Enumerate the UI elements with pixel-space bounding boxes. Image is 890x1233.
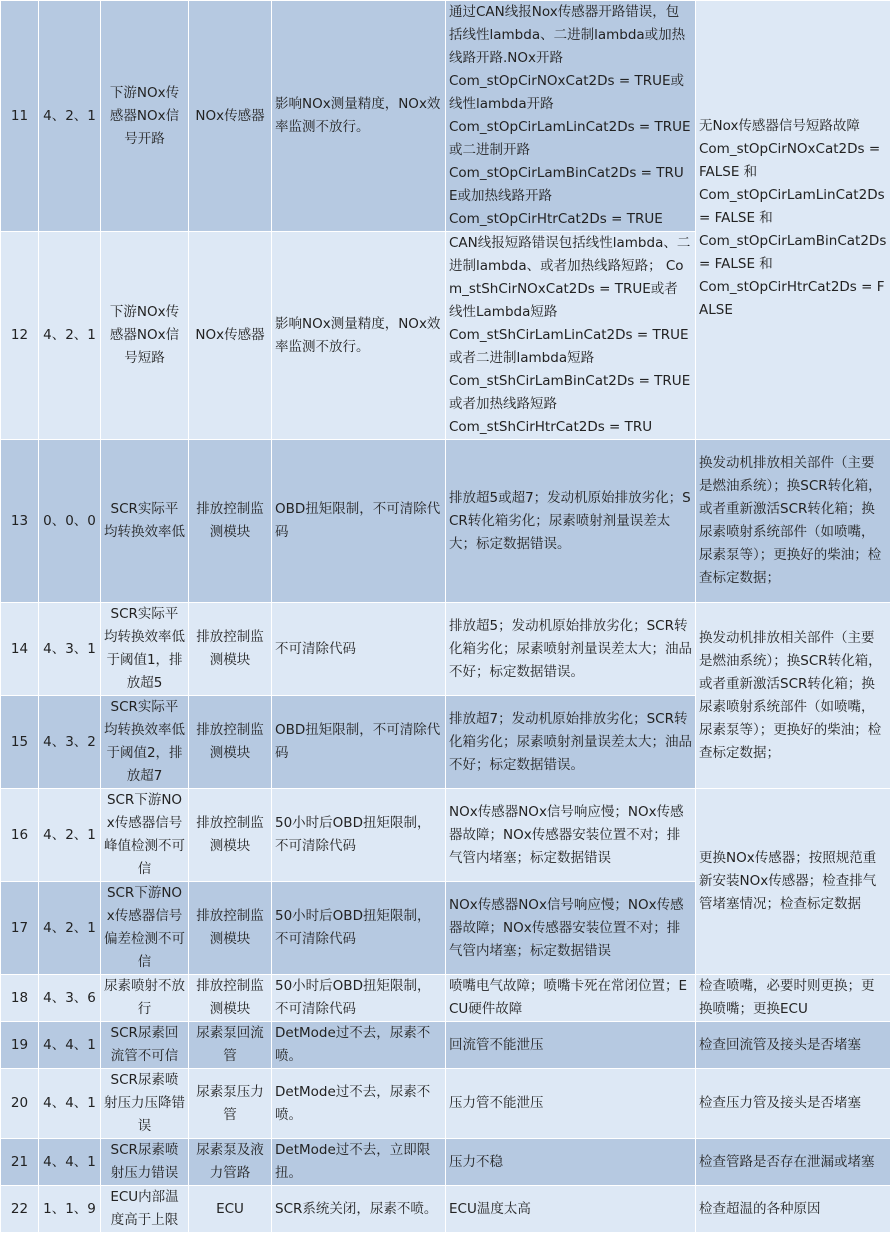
fault-number: 20: [1, 1069, 39, 1139]
fault-impact: SCR系统关闭，尿素不喷。: [272, 1186, 446, 1233]
fault-name: SCR实际平均转换效率低: [101, 440, 189, 603]
table-row: [1, 1, 890, 232]
fault-cause: [446, 1, 696, 232]
cause-line: Com_stOpCirNOxCat2Ds = TRUE或线性lambda开路: [449, 70, 692, 116]
table-row: [1, 1139, 890, 1186]
flash-code: 4、2、1: [39, 882, 101, 975]
fault-cause: 排放超5或超7；发动机原始排放劣化；SCR转化箱劣化；尿素喷射剂量误差太大；标定数据错误。: [446, 440, 696, 603]
fault-cause: [446, 232, 696, 440]
cause-line: Com_stOpCirLamLinCat2Ds = TRUE或二进制开路: [449, 116, 692, 162]
cause-line: Com_stShCirHtrCat2Ds = TRU: [449, 416, 692, 439]
fault-number: 18: [1, 975, 39, 1022]
flash-code: 4、4、1: [39, 1069, 101, 1139]
table-row: [1, 1022, 890, 1069]
fault-cause: NOx传感器NOx信号响应慢；NOx传感器故障；NOx传感器安装位置不对；排气管内堵塞；标定数据错误: [446, 882, 696, 975]
fault-impact: DetMode过不去，立即限扭。: [272, 1139, 446, 1186]
flash-code: 0、0、0: [39, 440, 101, 603]
fault-impact: 50小时后OBD扭矩限制，不可清除代码: [272, 975, 446, 1022]
component: 尿素泵压力管: [189, 1069, 272, 1139]
component: 尿素泵及液力管路: [189, 1139, 272, 1186]
table-row: [1, 603, 890, 696]
cause-line: Com_stOpCirLamBinCat2Ds = TRUE或加热线路开路: [449, 162, 692, 208]
component: 排放控制监测模块: [189, 789, 272, 882]
flash-code: 4、3、1: [39, 603, 101, 696]
fault-name: SCR实际平均转换效率低于阈值1，排放超5: [101, 603, 189, 696]
component: NOx传感器: [189, 1, 272, 232]
fault-name: SCR尿素喷射压力压降错误: [101, 1069, 189, 1139]
fault-impact: 影响NOx测量精度，NOx效率监测不放行。: [272, 1, 446, 232]
flash-code: 4、2、1: [39, 789, 101, 882]
component: 排放控制监测模块: [189, 603, 272, 696]
fault-cause: 排放超5；发动机原始排放劣化；SCR转化箱劣化；尿素喷射剂量误差太大；油品不好；标定数据错误。: [446, 603, 696, 696]
fault-solution: 更换NOx传感器；按照规范重新安装NOx传感器；检查排气管堵塞情况；检查标定数据: [696, 789, 890, 975]
component: 尿素泵回流管: [189, 1022, 272, 1069]
solution-line: Com_stOpCirNOxCat2Ds = FALSE 和: [699, 138, 887, 184]
component: ECU: [189, 1186, 272, 1233]
fault-solution: 换发动机排放相关部件（主要是燃油系统）；换SCR转化箱，或者重新激活SCR转化箱；换尿素喷射系统部件（如喷嘴，尿素泵等）；更换好的柴油；检查标定数据；: [696, 603, 890, 789]
fault-solution: 换发动机排放相关部件（主要是燃油系统）；换SCR转化箱，或者重新激活SCR转化箱；换尿素喷射系统部件（如喷嘴，尿素泵等）；更换好的柴油；检查标定数据；: [696, 440, 890, 603]
fault-number: 11: [1, 1, 39, 232]
flash-code: 4、2、1: [39, 1, 101, 232]
fault-name: SCR实际平均转换效率低于阈值2，排放超7: [101, 696, 189, 789]
flash-code: 4、4、1: [39, 1139, 101, 1186]
fault-cause: 排放超7；发动机原始排放劣化；SCR转化箱劣化；尿素喷射剂量误差太大；油品不好；标定数据错误。: [446, 696, 696, 789]
flash-code: 4、2、1: [39, 232, 101, 440]
fault-cause: 喷嘴电气故障；喷嘴卡死在常闭位置；ECU硬件故障: [446, 975, 696, 1022]
solution-line: 无Nox传感器信号短路故障: [699, 115, 887, 138]
flash-code: 1、1、9: [39, 1186, 101, 1233]
table-row: [1, 1186, 890, 1233]
fault-number: 15: [1, 696, 39, 789]
fault-impact: OBD扭矩限制，不可清除代码: [272, 696, 446, 789]
fault-impact: 影响NOx测量精度，NOx效率监测不放行。: [272, 232, 446, 440]
cause-line: 通过CAN线报Nox传感器开路错误，包括线性lambda、二进制lambda或加热线路开路.NOx开路: [449, 1, 692, 70]
component: NOx传感器: [189, 232, 272, 440]
table-row: [1, 975, 890, 1022]
fault-impact: OBD扭矩限制，不可清除代码: [272, 440, 446, 603]
fault-name: 下游NOx传感器NOx信号短路: [101, 232, 189, 440]
fault-number: 21: [1, 1139, 39, 1186]
fault-impact: DetMode过不去，尿素不喷。: [272, 1069, 446, 1139]
flash-code: 4、3、6: [39, 975, 101, 1022]
fault-solution: [696, 1, 890, 440]
fault-name: 下游NOx传感器NOx信号开路: [101, 1, 189, 232]
flash-code: 4、3、2: [39, 696, 101, 789]
fault-solution: 检查压力管及接头是否堵塞: [696, 1069, 890, 1139]
fault-solution: 检查回流管及接头是否堵塞: [696, 1022, 890, 1069]
fault-name: SCR尿素喷射压力错误: [101, 1139, 189, 1186]
fault-cause: 压力管不能泄压: [446, 1069, 696, 1139]
fault-number: 16: [1, 789, 39, 882]
fault-cause: 压力不稳: [446, 1139, 696, 1186]
cause-line: CAN线报短路错误包括线性lambda、二进制lambda、或者加热线路短路； Com_stShCirNOxCat2Ds = TRUE或者 线性Lambda短路: [449, 232, 692, 324]
cause-line: Com_stShCirLamBinCat2Ds = TRUE或者加热线路短路: [449, 370, 692, 416]
fault-name: SCR下游NOx传感器信号偏差检测不可信: [101, 882, 189, 975]
fault-number: 12: [1, 232, 39, 440]
fault-solution: 检查喷嘴，必要时则更换；更换喷嘴；更换ECU: [696, 975, 890, 1022]
flash-code: 4、4、1: [39, 1022, 101, 1069]
fault-cause: ECU温度太高: [446, 1186, 696, 1233]
solution-line: Com_stOpCirLamBinCat2Ds = FALSE 和: [699, 230, 887, 276]
fault-cause: 回流管不能泄压: [446, 1022, 696, 1069]
fault-name: 尿素喷射不放行: [101, 975, 189, 1022]
component: 排放控制监测模块: [189, 696, 272, 789]
cause-line: Com_stOpCirHtrCat2Ds = TRUE: [449, 208, 692, 231]
fault-impact: 50小时后OBD扭矩限制，不可清除代码: [272, 789, 446, 882]
fault-number: 14: [1, 603, 39, 696]
fault-number: 19: [1, 1022, 39, 1069]
fault-impact: DetMode过不去，尿素不喷。: [272, 1022, 446, 1069]
fault-number: 22: [1, 1186, 39, 1233]
fault-cause: NOx传感器NOx信号响应慢；NOx传感器故障；NOx传感器安装位置不对；排气管内堵塞；标定数据错误: [446, 789, 696, 882]
fault-impact: 50小时后OBD扭矩限制，不可清除代码: [272, 882, 446, 975]
fault-number: 17: [1, 882, 39, 975]
solution-line: Com_stOpCirLamLinCat2Ds = FALSE 和: [699, 184, 887, 230]
table-row: [1, 789, 890, 882]
fault-name: SCR下游NOx传感器信号峰值检测不可信: [101, 789, 189, 882]
fault-name: SCR尿素回流管不可信: [101, 1022, 189, 1069]
fault-solution: 检查管路是否存在泄漏或堵塞: [696, 1139, 890, 1186]
fault-name: ECU内部温度高于上限: [101, 1186, 189, 1233]
table-row: [1, 1069, 890, 1139]
component: 排放控制监测模块: [189, 975, 272, 1022]
table-row: [1, 440, 890, 603]
cause-line: Com_stShCirLamLinCat2Ds = TRUE或者二进制lambda短路: [449, 324, 692, 370]
component: 排放控制监测模块: [189, 882, 272, 975]
component: 排放控制监测模块: [189, 440, 272, 603]
fault-number: 13: [1, 440, 39, 603]
fault-impact: 不可清除代码: [272, 603, 446, 696]
solution-line: Com_stOpCirHtrCat2Ds = FALSE: [699, 276, 887, 322]
fault-solution: 检查超温的各种原因: [696, 1186, 890, 1233]
